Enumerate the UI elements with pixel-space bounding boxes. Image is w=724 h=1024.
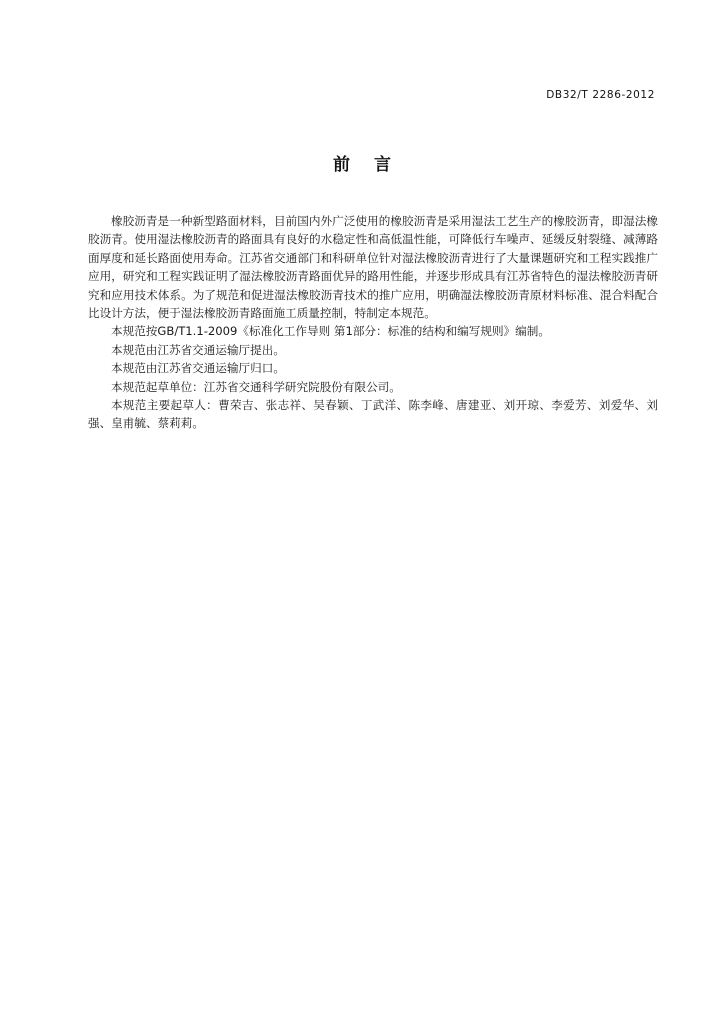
paragraph-drafting-standard: 本规范按GB/T1.1-2009《标准化工作导则 第1部分：标准的结构和编写规则》编制。 bbox=[111, 324, 550, 339]
paragraph-drafters: 本规范主要起草人：曹荣吉、张志祥、吴春颖、丁武洋、陈李峰、唐建亚、刘开琼、李爱芳、刘爱华、刘强、皇甫毓、蔡莉莉。 bbox=[88, 398, 658, 431]
paragraph-proposed-by: 本规范由江苏省交通运输厅提出。 bbox=[111, 342, 285, 357]
paragraph-introduction: 橡胶沥青是一种新型路面材料，目前国内外广泛使用的橡胶沥青是采用湿法工艺生产的橡胶沥青，即湿法橡胶沥青。使用湿法橡胶沥青的路面具有良好的水稳定性和高低温性能，可降低行车噪声、延缓反射裂缝、减薄路面厚度和延长路面使用寿命。江苏省交通部门和科研单位针对湿法橡胶沥青进行了大量课题研究和工程实践推广应用，研究和工程实践证明了湿法橡胶沥青路面优异的路用性能，并逐步形成具有江苏省特色的湿法橡胶沥青研究和应用技术体系。为了规范和促进湿法橡胶沥青技术的推广应用，明确湿法橡胶沥青原材料标准、混合料配合比设计方法，便于湿法橡胶沥青路面施工质量控制，特制定本规范。 bbox=[88, 214, 658, 321]
title-char-2: 言 bbox=[374, 155, 391, 175]
paragraph-administered-by: 本规范由江苏省交通运输厅归口。 bbox=[111, 361, 285, 376]
foreword-body bbox=[88, 212, 658, 433]
title-char-1: 前 bbox=[333, 155, 350, 175]
document-code: DB32/T 2286-2012 bbox=[546, 89, 655, 101]
page-title bbox=[0, 150, 724, 175]
paragraph-drafting-organization: 本规范起草单位：江苏省交通科学研究院股份有限公司。 bbox=[111, 379, 401, 394]
